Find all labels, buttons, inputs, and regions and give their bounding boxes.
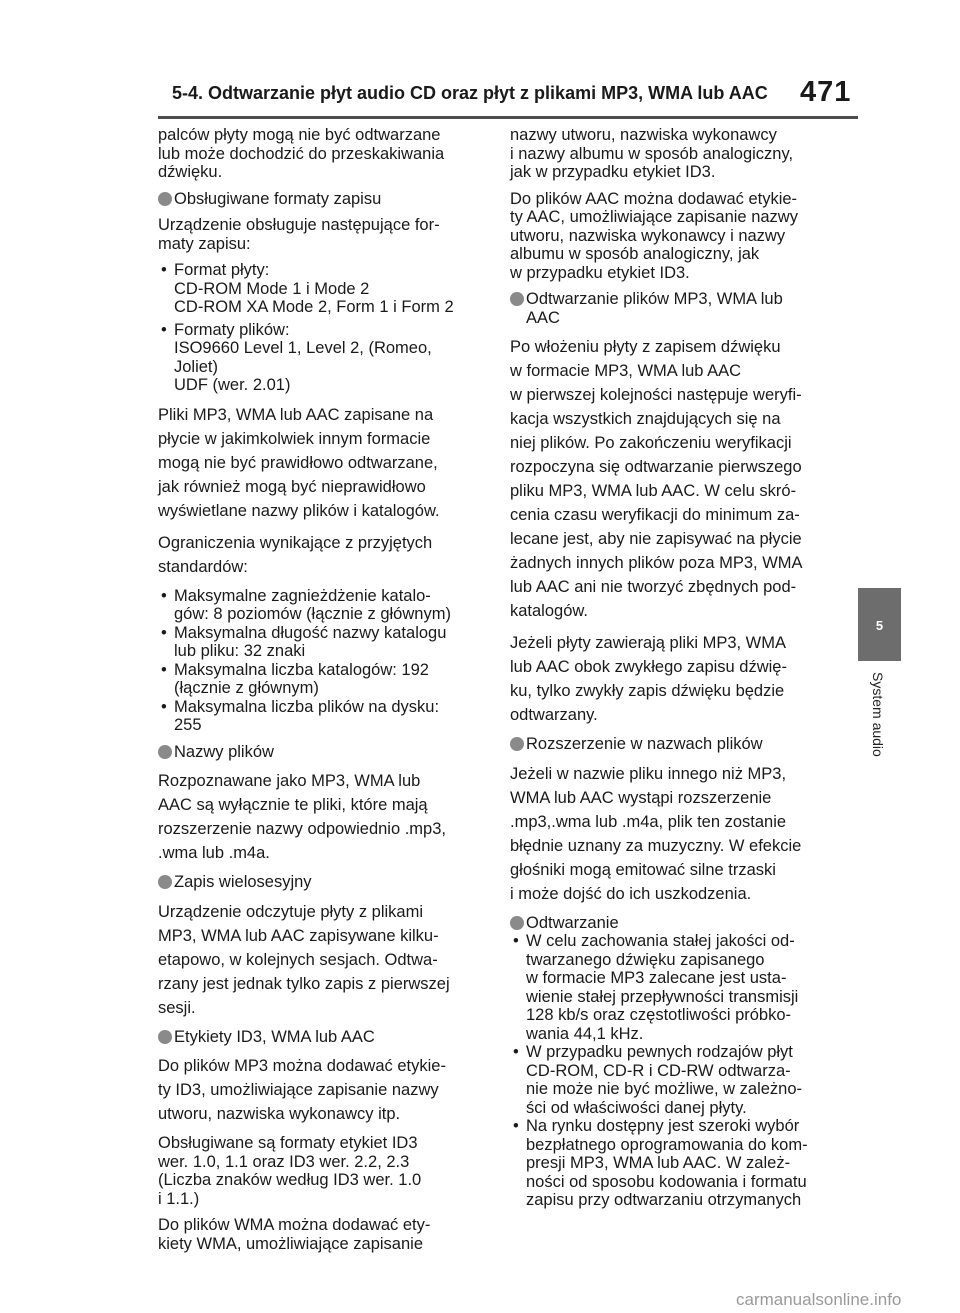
bullet-dot-icon (158, 1030, 172, 1044)
bullet-list (158, 587, 488, 735)
list-item-text: W przypadku pewnych rodzajów płyt CD-ROM, CD-R i CD-RW odtwarza- nie może nie być możliwe, w zależno- ści od właściwości danej płyty. (526, 1043, 803, 1117)
heading-text: Obsługiwane formaty zapisu (174, 189, 382, 208)
page-header (158, 72, 858, 128)
bullet-dot-icon (510, 737, 524, 751)
paragraph: Do plików MP3 można dodawać etykie- ty ID3, umożliwiające zapisanie nazwy utworu, nazwiska wykonawcy itp. (158, 1057, 446, 1123)
paragraph: Urządzenie odczytuje płyty z plikami MP3, WMA lub AAC zapisywane kilku- etapowo, w kolejnych sesjach. Odtwa- rzany jest jednak tylko zapis z pierwszej sesji. (158, 902, 450, 1017)
paragraph: Do plików WMA można dodawać ety- kiety WMA, umożliwiające zapisanie (158, 1216, 431, 1253)
heading-text: Nazwy plików (174, 742, 274, 761)
list-item: • Maksymalne zagnieżdżenie katalo- gów: 8 poziomów (łącznie z głównym) (161, 586, 451, 623)
list-item: • Na rynku dostępny jest szeroki wybór bezpłatnego oprogramowania do kom- presji MP3, WMA lub AAC. W zależ- ności od sposobu kodowania i formatu zapisu przy odtwarzaniu otrzymanych (513, 1117, 808, 1209)
list-item: • Maksymalna długość nazwy katalogu lub pliku: 32 znaki (161, 623, 447, 660)
bullet-dot-icon (158, 875, 172, 889)
section-heading (510, 914, 840, 933)
list-item-text: Formaty plików: ISO9660 Level 1, Level 2, (Romeo, Joliet) UDF (wer. 2.01) (174, 320, 432, 394)
paragraph: Obsługiwane są formaty etykiet ID3 wer. 1.0, 1.1 oraz ID3 wer. 2.2, 2.3 (Liczba znaków według ID3 wer. 1.0 i 1.1.) (158, 1134, 422, 1208)
list-item-text: Maksymalna długość nazwy katalogu lub pliku: 32 znaki (174, 623, 447, 660)
list-item-text: Na rynku dostępny jest szeroki wybór bezpłatnego oprogramowania do kom- presji MP3, WMA lub AAC. W zależ- ności od sposobu kodowania i formatu zapisu przy odtwarzaniu otrzymanych (526, 1117, 808, 1209)
section-heading (158, 873, 488, 892)
heading-text: Etykiety ID3, WMA lub AAC (174, 1027, 375, 1046)
chapter-label (864, 672, 894, 772)
list-item: • W przypadku pewnych rodzajów płyt CD-ROM, CD-R i CD-RW odtwarza- nie może nie być możliwe, w zależno- ści od właściwości danej płyty. (513, 1043, 803, 1117)
bullet-dot-icon (158, 745, 172, 759)
right-column (510, 126, 840, 1218)
section-heading (158, 743, 488, 762)
list-item-text: W celu zachowania stałej jakości od- twarzanego dźwięku zapisanego w formacie MP3 zalecane jest usta- wienie stałej przepływności transmisji 128 kb/s oraz częstotliwości próbko- wania 44,1 kHz. (526, 932, 799, 1043)
section-heading (158, 190, 488, 209)
section-heading (510, 735, 840, 754)
bullet-list (510, 932, 840, 1210)
paragraph: nazwy utworu, nazwiska wykonawcy i nazwy albumu w sposób analogiczny, jak w przypadku etykiet ID3. (510, 126, 794, 181)
heading-text: Odtwarzanie (526, 913, 619, 932)
list-item: • Format płyty: CD-ROM Mode 1 i Mode 2 CD-ROM XA Mode 2, Form 1 i Form 2 (161, 261, 454, 316)
paragraph: Rozpoznawane jako MP3, WMA lub AAC są wyłącznie te pliki, które mają rozszerzenie nazwy odpowiednio .mp3, .wma lub .m4a. (158, 772, 446, 862)
bullet-dot-icon (510, 916, 524, 930)
header-rule (158, 116, 858, 119)
list-item-text: Maksymalna liczba plików na dysku: 255 (174, 697, 440, 734)
page-number: 471 (800, 76, 852, 108)
bullet-dot-icon (510, 292, 524, 306)
chapter-tab (858, 588, 901, 661)
paragraph: Po włożeniu płyty z zapisem dźwięku w formacie MP3, WMA lub AAC w pierwszej kolejności następuje weryfi- kacja wszystkich znajdujących się na niej plików. Po zakończeniu weryfikacji rozpoczyna się odtwarzanie pierwszego pliku MP3, WMA lub AAC. W celu skró- cenia czasu weryfikacji do minimum za- lecane jest, aby nie zapisywać na płycie żadnych innych plików poza MP3, WMA lub AAC ani nie tworzyć zbędnych pod- katalogów. (510, 338, 803, 620)
heading-text: Odtwarzanie plików MP3, WMA lub AAC (526, 290, 783, 327)
paragraph: Ograniczenia wynikające z przyjętych standardów: (158, 533, 433, 576)
list-item-text: Maksymalna liczba katalogów: 192 (łącznie z głównym) (174, 660, 429, 697)
watermark: carmanualsonline.info (736, 1290, 902, 1309)
paragraph: Jeżeli płyty zawierają pliki MP3, WMA lub AAC obok zwykłego zapisu dźwię- ku, tylko zwykły zapis dźwięku będzie odtwarzany. (510, 634, 787, 724)
bullet-list (158, 261, 488, 395)
paragraph: palców płyty mogą nie być odtwarzane lub może dochodzić do przeskakiwania dźwięku. (158, 126, 445, 181)
heading-text: Zapis wielosesyjny (174, 873, 312, 891)
paragraph: Jeżeli w nazwie pliku innego niż MP3, WMA lub AAC wystąpi rozszerzenie .mp3,.wma lub .m4a, plik ten zostanie błędnie uznany za muzyczny. W efekcie głośniki mogą emitować silne trzaski i może dojść do ich uszkodzenia. (510, 764, 802, 903)
list-item-text: Maksymalne zagnieżdżenie katalo- gów: 8 poziomów (łącznie z głównym) (174, 586, 451, 623)
chapter-number: 5 (875, 618, 884, 633)
section-heading (510, 290, 840, 327)
list-item-text: Format płyty: CD-ROM Mode 1 i Mode 2 CD-ROM XA Mode 2, Form 1 i Form 2 (174, 261, 454, 316)
section-title: 5-4. Odtwarzanie płyt audio CD oraz płyt z plikami MP3, WMA lub AAC (172, 83, 768, 103)
list-item: • Maksymalna liczba katalogów: 192 (łącznie z głównym) (161, 660, 429, 697)
list-item: • Formaty plików: ISO9660 Level 1, Level 2, (Romeo, Joliet) UDF (wer. 2.01) (161, 320, 432, 394)
list-item: • Maksymalna liczba plików na dysku: 255 (161, 697, 440, 734)
paragraph: Pliki MP3, WMA lub AAC zapisane na płycie w jakimkolwiek innym formacie mogą nie być prawidłowo odtwarzane, jak również mogą być nieprawidłowo wyświetlane nazwy plików i katalogów. (158, 405, 440, 520)
list-item: • W celu zachowania stałej jakości od- twarzanego dźwięku zapisanego w formacie MP3 zalecane jest usta- wienie stałej przepływności transmisji 128 kb/s oraz częstotliwości próbko- wania 44,1 kHz. (513, 932, 799, 1043)
heading-text: Rozszerzenie w nazwach plików (526, 735, 763, 753)
section-heading (158, 1028, 488, 1047)
left-column (158, 126, 488, 1261)
paragraph: Urządzenie obsługuje następujące for- maty zapisu: (158, 216, 440, 253)
bullet-dot-icon (158, 192, 172, 206)
paragraph: Do plików AAC można dodawać etykie- ty AAC, umożliwiające zapisanie nazwy utworu, nazwiska wykonawcy i nazwy albumu w sposób analogiczny, jak w przypadku etykiet ID3. (510, 189, 798, 282)
chapter-label-text: System audio (870, 672, 886, 757)
